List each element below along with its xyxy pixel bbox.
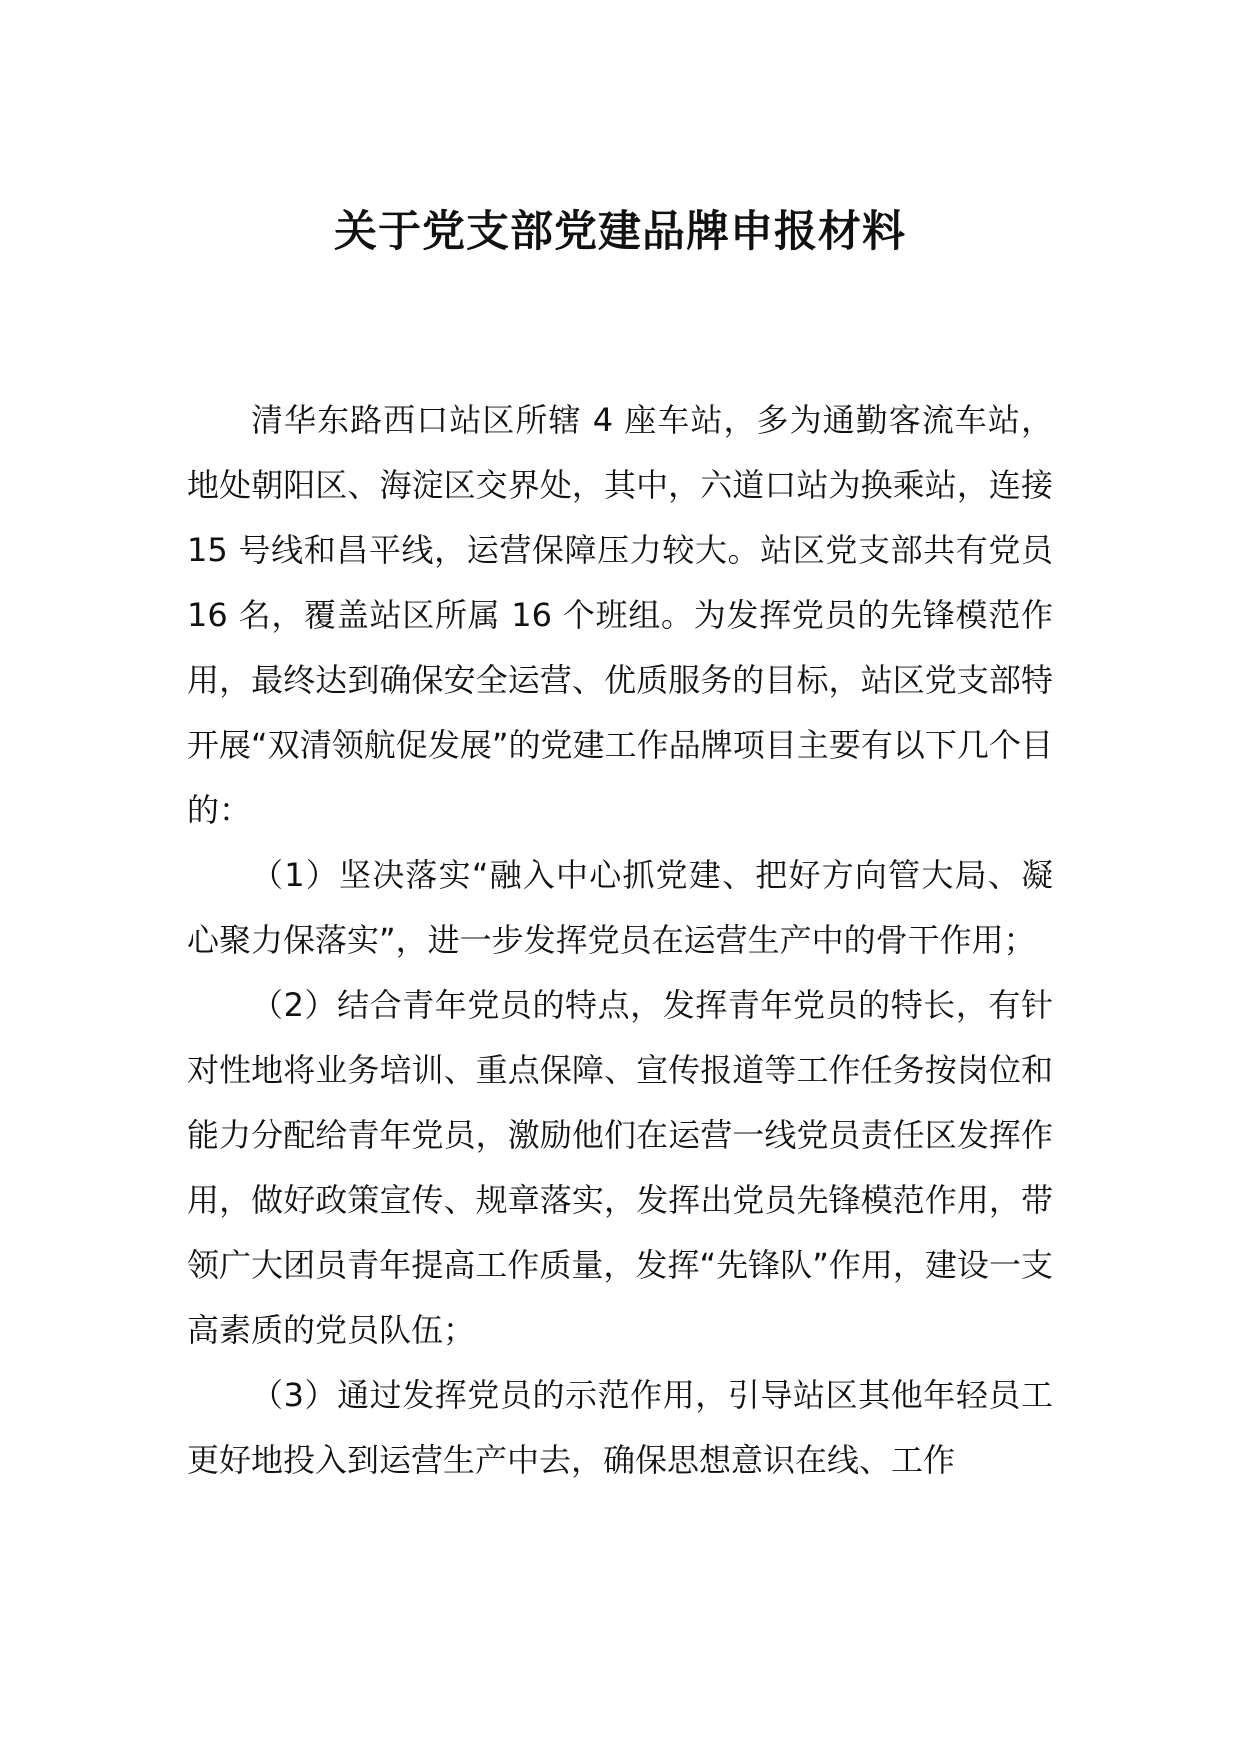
paragraph-intro: 清华东路西口站区所辖 4 座车站，多为通勤客流车站，地处朝阳区、海淀区交界处，其中，六道口站为换乘站，连接 15 号线和昌平线，运营保障压力较大。站区党支部共有党员 16 名，覆盖站区所属 16 个班组。为发挥党员的先锋模范作用，最终达到确保安全运营、优质服务的目标，站区党支部特开展“双清领航促发展”的党建工作品牌项目主要有以下几个目的： [187,401,1053,829]
paragraph-item-3: （3）通过发挥党员的示范作用，引导站区其他年轻员工更好地投入到运营生产中去，确保思想意识在线、工作 [187,1376,1053,1479]
paragraph-item-1: （1）坚决落实“融入中心抓党建、把好方向管大局、凝心聚力保落实”，进一步发挥党员在运营生产中的骨干作用； [187,856,1053,959]
paragraph-item-2: （2）结合青年党员的特点，发挥青年党员的特长，有针对性地将业务培训、重点保障、宣传报道等工作任务按岗位和能力分配给青年党员，激励他们在运营一线党员责任区发挥作用，做好政策宣传、规章落实，发挥出党员先锋模范作用，带领广大团员青年提高工作质量，发挥“先锋队”作用，建设一支高素质的党员队伍； [187,986,1053,1349]
document-title: 关于党支部党建品牌申报材料 [334,207,906,257]
document-body [187,388,1053,1493]
